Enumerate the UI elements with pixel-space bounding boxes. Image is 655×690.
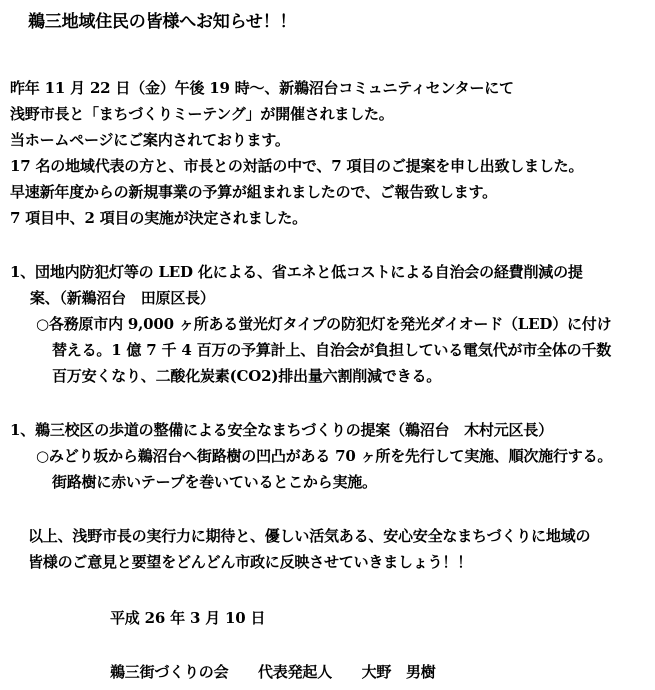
proposal-1-detail-line-1: ○各務原市内 9,000 ヶ所ある蛍光灯タイプの防犯灯を発光ダイオード（LED）に付け: [36, 315, 612, 333]
proposal-2-detail-line-2: 街路樹に赤いテープを巻いているとこから実施。: [52, 473, 377, 491]
proposal-1-detail-line-3: 百万安くなり、二酸化炭素(CO2)排出量六割削減できる。: [52, 367, 442, 385]
proposal-2-detail-line-1: ○みどり坂から鵜沼台へ街路樹の凹凸がある 70 ヶ所を先行して実施、順次施行する。: [36, 447, 613, 465]
intro-line-4: 17 名の地域代表の方と、市長との対話の中で、7 項目のご提案を申し出致しました。: [10, 157, 584, 175]
proposal-2-heading: 1、鵜三校区の歩道の整備による安全なまちづくりの提案（鵜沼台 木村元区長）: [10, 421, 553, 439]
intro-line-6: 7 項目中、2 項目の実施が決定されました。: [10, 209, 307, 227]
closing-line-1: 以上、浅野市長の実行力に期待と、優しい活気ある、安心安全なまちづくりに地域の: [28, 527, 591, 545]
signature: 鵜三街づくりの会 代表発起人 大野 男樹: [110, 663, 436, 681]
closing-line-2: 皆様のご意見と要望をどんどん市政に反映させていきましょう！！: [28, 553, 473, 571]
proposal-1-heading-line-2: 案、（新鵜沼台 田原区長）: [10, 289, 215, 307]
proposal-1-heading-line-1: 1、団地内防犯灯等の LED 化による、省エネと低コストによる自治会の経費削減の提: [10, 263, 583, 281]
intro-line-1: 昨年 11 月 22 日（金）午後 19 時～、新鵜沼台コミュニティセンターにて: [10, 79, 514, 97]
intro-line-3: 当ホームページにご案内されております。: [10, 131, 290, 149]
notice-date: 平成 26 年 3 月 10 日: [110, 609, 266, 627]
intro-line-2: 浅野市長と「まちづくりミーテング」が開催されました。: [10, 105, 394, 123]
notice-title: 鵜三地域住民の皆様へお知らせ！！: [28, 12, 297, 32]
proposal-1-detail-line-2: 替える。1 億 7 千 4 百万の予算計上、自治会が負担している電気代が市全体の千数: [52, 341, 612, 359]
intro-line-5: 早速新年度からの新規事業の予算が組まれましたので、ご報告致します。: [10, 183, 497, 201]
